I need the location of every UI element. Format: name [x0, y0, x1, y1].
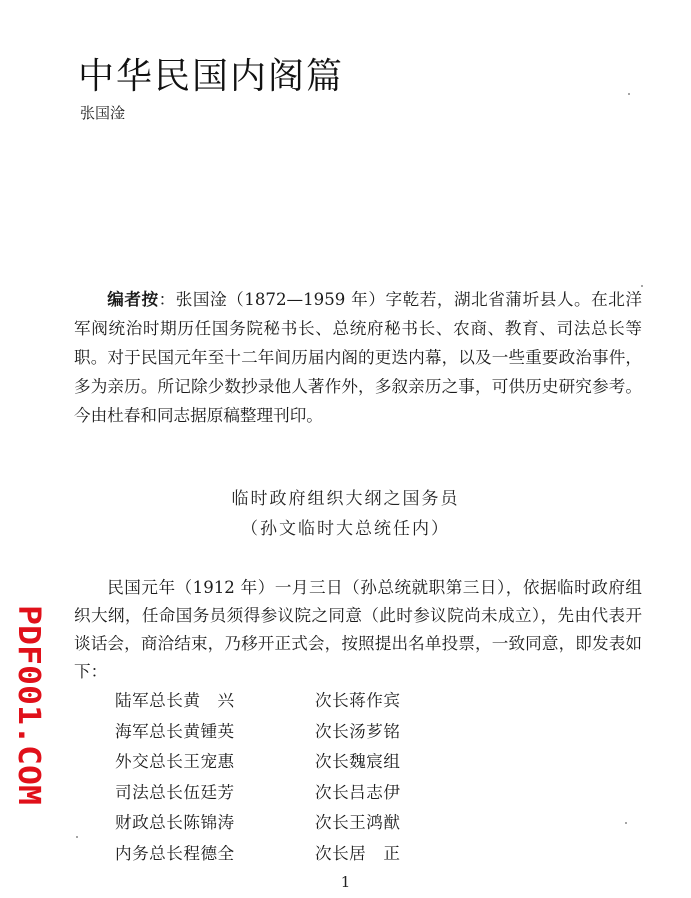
vice-minister-name: 次长吕志伊 — [315, 782, 401, 802]
minister-name: 外交总长王宠惠 — [115, 752, 235, 771]
scan-speck — [76, 836, 78, 838]
watermark-logo — [10, 600, 54, 810]
editor-note-label: 编者按 — [107, 290, 159, 309]
minister-name: 海军总长黄锺英 — [115, 721, 235, 741]
vice-minister-name: 次长蒋作宾 — [315, 691, 401, 710]
minister-name: 司法总长伍廷芳 — [115, 782, 235, 802]
section-subtitle: （孙文临时大总统任内） — [241, 519, 450, 539]
roster-row — [115, 686, 400, 717]
roster-row — [115, 808, 400, 839]
vice-minister-name: 次长汤芗铭 — [315, 721, 401, 741]
page-number: 1 — [340, 873, 351, 891]
roster-row — [115, 717, 400, 748]
page-title: 中华民国内阁篇 — [78, 56, 345, 97]
roster-row — [115, 778, 400, 809]
minister-name: 财政总长陈锦涛 — [115, 813, 235, 832]
vice-minister-name: 次长王鸿猷 — [315, 813, 401, 832]
scan-speck — [628, 93, 630, 95]
vice-minister-name: 次长魏宸组 — [315, 752, 401, 771]
author-name: 张国淦 — [80, 104, 126, 122]
minister-name: 内务总长程德全 — [115, 843, 235, 863]
vice-minister-name: 次长居 正 — [315, 843, 401, 863]
scan-speck — [641, 285, 643, 287]
editor-note-text: ：张国淦（1872—1959 年）字乾若，湖北省蒲圻县人。在北洋军阀统治时期历任国务院秘书长、总统府秘书长、农商、教育、司法总长等职。对于民国元年至十二年间历届内阁的更迭内幕，以及一些重要政治事件，多为亲历。所记除少数抄录他人著作外，多叙亲历之事，可供历史研究参考。今由杜春和同志据原稿整理刊印。 — [74, 290, 643, 425]
body-paragraph: 民国元年（1912 年）一月三日（孙总统就职第三日），依据临时政府组织大纲，任命国务员须得参议院之同意（此时参议院尚未成立），先由代表开谈话会，商洽结束，乃移开正式会，按照提出名单投票，一致同意，即发表如下： — [74, 578, 642, 681]
editor-note — [74, 285, 642, 430]
cabinet-roster — [115, 686, 400, 869]
roster-row — [115, 839, 400, 870]
svg-text:PDF001.COM: PDF001.COM — [11, 605, 46, 786]
minister-name: 陆军总长黄 兴 — [115, 691, 235, 710]
scan-speck — [625, 822, 627, 824]
section-title: 临时政府组织大纲之国务员 — [231, 489, 460, 509]
roster-row — [115, 747, 400, 778]
